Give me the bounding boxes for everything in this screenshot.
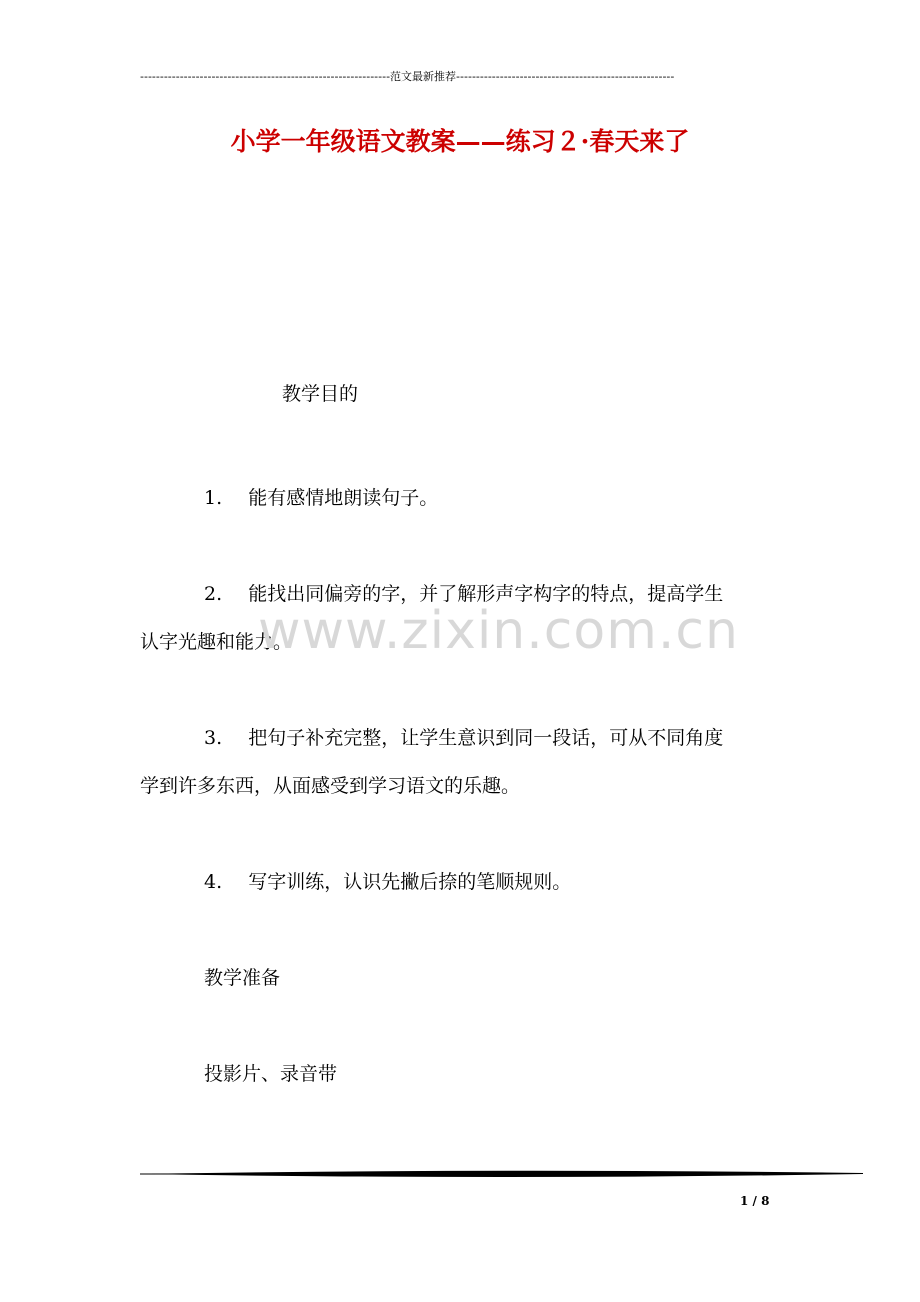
watermark-text: www.zixin.com.cn <box>258 601 739 661</box>
preparation-text: 投影片、录音带 <box>204 1063 338 1085</box>
list-item-text: 写字训练，认识先撇后捺的笔顺规则。 <box>248 871 572 893</box>
list-item-4 <box>204 860 571 904</box>
list-item-2 <box>204 572 723 616</box>
list-item-3-continued: 学到许多东西，从面感受到学习语文的乐趣。 <box>140 775 521 797</box>
footer-divider <box>140 1164 863 1184</box>
list-item-text: 把句子补充完整，让学生意识到同一段话，可从不同角度 <box>248 727 724 749</box>
list-item-number: 3. <box>204 727 223 749</box>
section-heading-objective: 教学目的 <box>282 383 359 405</box>
page-number: 1 / 8 <box>740 1194 770 1208</box>
list-item-number: 4. <box>204 871 223 893</box>
header-banner: ---------------------------------------------------------------范文最新推荐------------------------------------------------------- <box>140 70 675 83</box>
list-item-text: 能有感情地朗读句子。 <box>248 487 439 509</box>
list-item-1 <box>204 476 438 520</box>
document-title: 小学一年级语文教案——练习２·春天来了 <box>230 127 690 156</box>
section-heading-preparation: 教学准备 <box>204 967 281 989</box>
list-item-number: 1. <box>204 487 223 509</box>
list-item-3 <box>204 716 723 760</box>
list-item-number: 2. <box>204 583 223 605</box>
list-item-2-continued: 认字光趣和能力。 <box>140 631 293 653</box>
list-item-text: 能找出同偏旁的字，并了解形声字构字的特点，提高学生 <box>248 583 724 605</box>
